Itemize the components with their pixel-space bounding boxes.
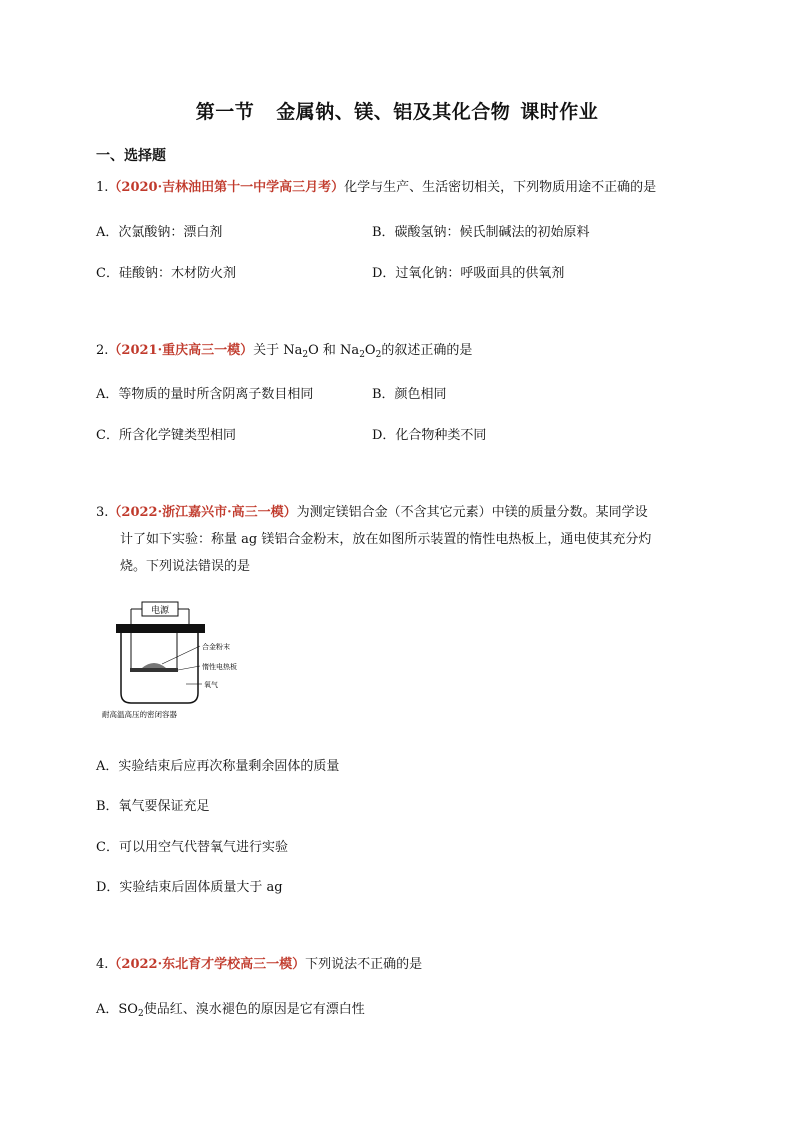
- question-2-option-c: C．所含化学键类型相同: [96, 428, 236, 443]
- plate-pointer: [178, 666, 200, 670]
- powder-label: 合金粉末: [202, 643, 230, 651]
- question-3-stem-line-1: 3.（2022·浙江嘉兴市·高三一模）为测定镁铝合金（不含其它元素）中镁的质量分数。某同学设: [96, 505, 648, 520]
- question-1-option-c: C．硅酸钠：木材防火剂: [96, 266, 236, 281]
- gas-label: 氧气: [204, 681, 218, 689]
- container-label: 耐高温高压的密闭容器: [102, 710, 177, 719]
- powder-pointer: [162, 646, 200, 664]
- apparatus-diagram: [100, 600, 237, 720]
- section-heading: 一、选择题: [96, 148, 166, 164]
- question-2-option-a: A．等物质的量时所含阴离子数目相同: [96, 387, 314, 402]
- question-3-stem-line-2: 计了如下实验：称量 ag 镁铝合金粉末，放在如图所示装置的惰性电热板上，通电使其充分灼: [120, 532, 652, 547]
- question-3-option-c: C．可以用空气代替氧气进行实验: [96, 840, 288, 855]
- question-1-stem: 1.（2020·吉林油田第十一中学高三月考）化学与生产、生活密切相关，下列物质用途不正确的是: [96, 180, 657, 195]
- power-label: 电源: [150, 606, 170, 616]
- question-source: （2020·吉林油田第十一中学高三月考）: [108, 180, 345, 195]
- question-1-option-d: D．过氧化钠：呼吸面具的供氧剂: [372, 266, 565, 281]
- container-lid: [116, 624, 205, 633]
- question-4-option-a: A．$SO_2$使品红、溴水褪色的原因是它有漂白性: [96, 1002, 365, 1019]
- question-4-stem: 4.（2022·东北育才学校高三一模）下列说法不正确的是: [96, 957, 423, 972]
- question-3-stem-line-3: 烧。下列说法错误的是: [120, 559, 251, 574]
- question-3-option-a: A．实验结束后应再次称量剩余固体的质量: [96, 759, 340, 774]
- question-3-option-b: B．氧气要保证充足: [96, 799, 210, 814]
- question-2-option-b: B．颜色相同: [372, 387, 447, 402]
- question-source: （2022·浙江嘉兴市·高三一模）: [108, 505, 297, 520]
- question-source: （2021·重庆高三一模）: [108, 343, 254, 358]
- question-1-option-a: A．次氯酸钠：漂白剂: [96, 225, 223, 240]
- plate-label: 惰性电热板: [202, 663, 237, 671]
- question-2-stem: 2.（2021·重庆高三一模）关于 $Na_2O$ 和 $Na_2O_2$的叙述正确的是: [96, 343, 473, 360]
- question-1-option-b: B．碳酸氢钠：候氏制碱法的初始原料: [372, 225, 590, 240]
- question-source: （2022·东北育才学校高三一模）: [108, 957, 306, 972]
- question-2-option-d: D．化合物种类不同: [372, 428, 487, 443]
- heating-plate: [130, 668, 178, 672]
- question-3-option-d: D．实验结束后固体质量大于 ag: [96, 880, 283, 895]
- page-title: 第一节 金属钠、镁、铝及其化合物 课时作业: [195, 101, 599, 123]
